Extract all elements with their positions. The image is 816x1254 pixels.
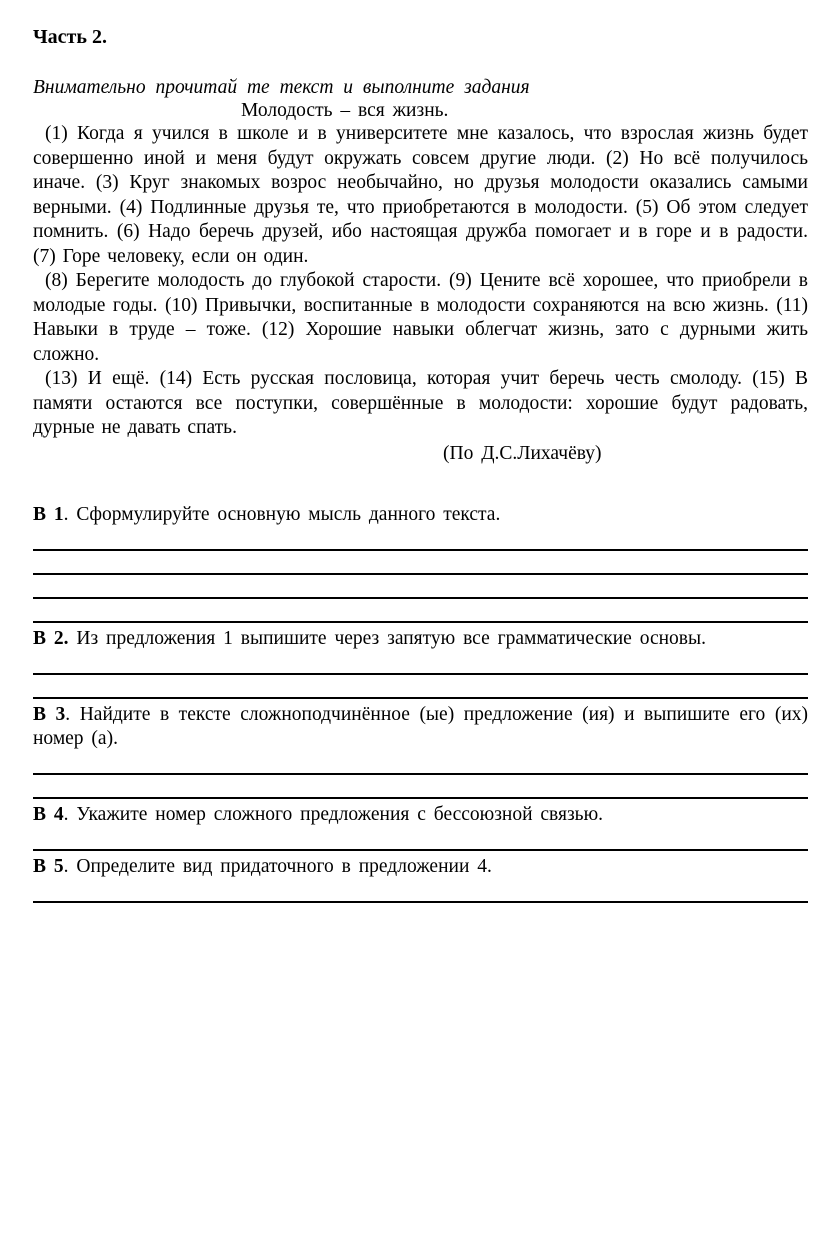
answer-line[interactable] <box>33 575 808 599</box>
answer-line[interactable] <box>33 527 808 551</box>
answer-line[interactable] <box>33 879 808 903</box>
task-b1 <box>33 503 808 527</box>
answer-line[interactable] <box>33 675 808 699</box>
task-b4-label: В 4 <box>33 803 64 825</box>
instruction-text: Внимательно прочитай те текст и выполните задания <box>33 77 530 98</box>
task-b5 <box>33 855 808 879</box>
task-b3-text: . Найдите в тексте сложноподчинённое (ые) предложение (ия) и выпишите его (их) номер (а). <box>33 703 808 749</box>
task-b3 <box>33 703 808 751</box>
task-b5-text: . Определите вид придаточного в предложении 4. <box>63 855 492 877</box>
text-paragraph-1: (1) Когда я учился в школе и в университете мне казалось, что взрослая жизнь будет совершенно иной и меня будут окружать совсем другие люди. (2) Но всё получилось иначе. (3) Круг знакомых возрос необычайно, но друзья молодости оказались самыми верными. (4) Подлинные друзья те, что приобретаются в молодости. (5) Об этом следует помнить. (6) Надо беречь друзей, ибо настоящая дружба помогает и в горе и в радости. (7) Горе человеку, если он один. <box>33 123 808 267</box>
task-b3-label: В 3 <box>33 703 66 725</box>
answer-line[interactable] <box>33 599 808 623</box>
part-heading: Часть 2. <box>33 26 107 48</box>
task-b4 <box>33 803 808 827</box>
text-title: Молодость – вся жизнь. <box>241 100 449 121</box>
task-b1-label: В 1 <box>33 503 64 525</box>
answer-line[interactable] <box>33 775 808 799</box>
task-b5-label: В 5 <box>33 855 64 877</box>
task-b2-text: Из предложения 1 выпишите через запятую все грамматические основы. <box>68 627 706 649</box>
task-b4-text: . Укажите номер сложного предложения с бессоюзной связью. <box>63 803 604 825</box>
answer-line[interactable] <box>33 551 808 575</box>
text-attribution: (По Д.С.Лихачёву) <box>443 442 602 464</box>
answer-line[interactable] <box>33 751 808 775</box>
text-paragraph-3: (13) И ещё. (14) Есть русская пословица, которая учит беречь честь смолоду. (15) В памяти остаются все поступки, совершённые в молодости: хорошие будут радовать, дурные не давать спать. <box>33 368 808 438</box>
task-b1-text: . Сформулируйте основную мысль данного текста. <box>63 503 501 525</box>
answer-line[interactable] <box>33 651 808 675</box>
worksheet-page <box>33 22 808 903</box>
task-b2 <box>33 627 808 651</box>
task-b2-label: В 2. <box>33 627 69 649</box>
answer-line[interactable] <box>33 827 808 851</box>
reading-text <box>33 122 808 441</box>
text-paragraph-2: (8) Берегите молодость до глубокой старости. (9) Цените всё хорошее, что приобрели в молодые годы. (10) Привычки, воспитанные в молодости сохраняются на всю жизнь. (11) Навыки в труде – тоже. (12) Хорошие навыки облегчат жизнь, зато с дурными жить сложно. <box>33 270 808 365</box>
